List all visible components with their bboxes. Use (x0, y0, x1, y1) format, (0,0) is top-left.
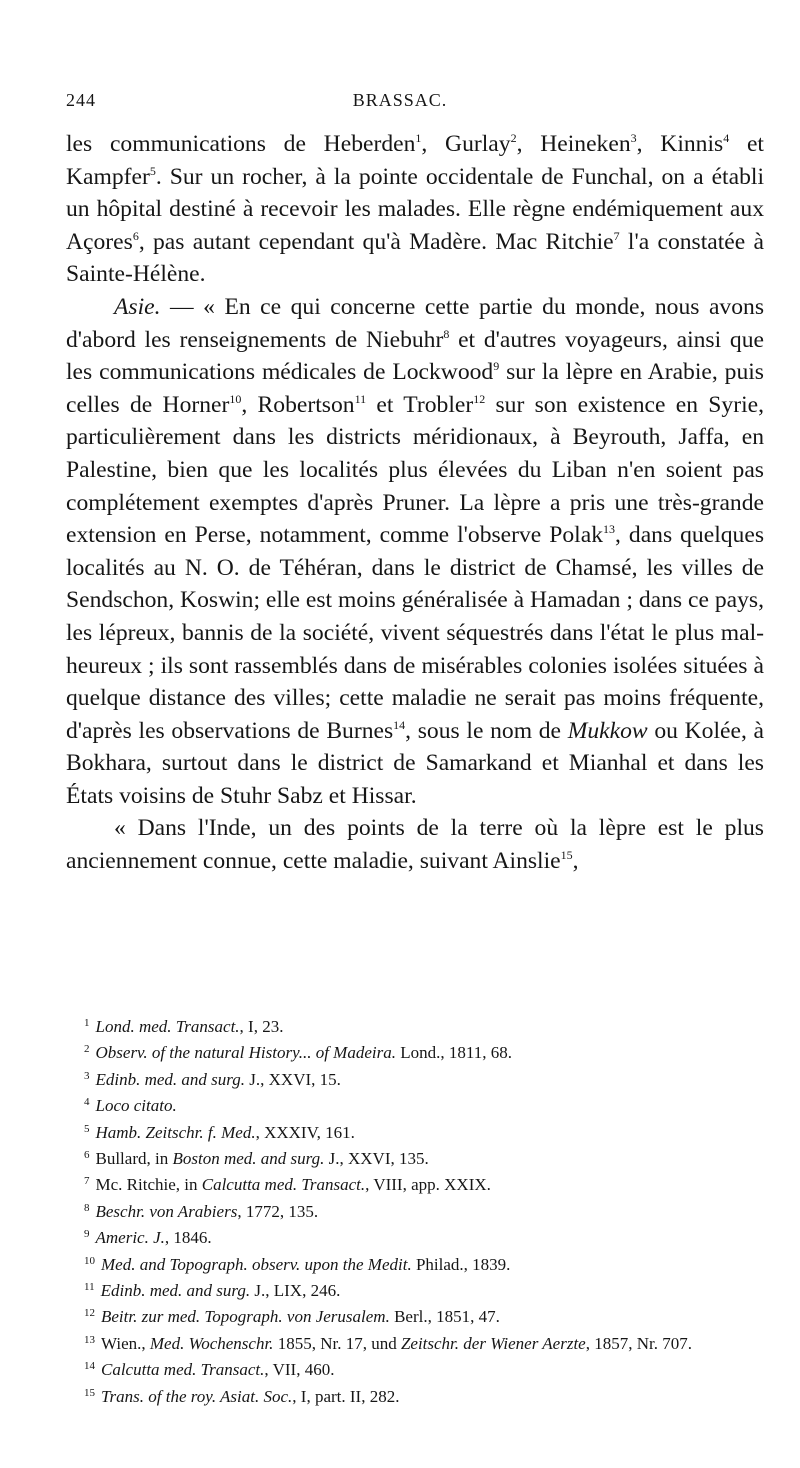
footnote-title: Calcutta med. Transact. (101, 1360, 265, 1380)
footnote-title: Med. and Topograph. observ. upon the Medit. (101, 1254, 412, 1274)
footnote-number: 15 (84, 1386, 95, 1399)
footnote-title: Lond. med. Transact. (95, 1017, 240, 1036)
text-run: , Kinnis (636, 131, 724, 157)
text-run: , pas autant cependant qu'à Madère. Mac Ritchie (138, 228, 614, 255)
text-run: et d'autres voyageurs, ainsi que les communications médicales de Lockwood (66, 326, 764, 386)
footnote (84, 1382, 764, 1408)
footnote-text: , I, part. II, 282. (292, 1386, 400, 1406)
footnote-ref: 13 (603, 522, 616, 537)
running-title: BRASSAC. (352, 90, 448, 110)
text-run: — « En ce qui concerne cette partie du monde, nous avons d'abord les renseignements de Niebuhr (66, 293, 764, 353)
text-run: , Robertson (241, 391, 355, 418)
footnote-ref: 11 (354, 391, 367, 406)
footnote-number: 3 (84, 1069, 90, 1082)
footnote-title: Trans. of the roy. Asiat. Soc. (101, 1386, 293, 1406)
footnote (84, 1012, 764, 1038)
footnote-title: Observ. of the natural History... of Madeira. (95, 1043, 396, 1063)
footnote-number: 6 (84, 1149, 90, 1162)
footnote-number: 12 (84, 1307, 95, 1320)
footnote-title: Beitr. zur med. Topograph. von Jerusalem. (101, 1307, 390, 1327)
footnote-text: Berl., 1851, 47. (389, 1307, 500, 1327)
footnote-text: , VII, 460. (264, 1360, 335, 1380)
footnote-number: 8 (84, 1201, 90, 1214)
footnote-title: Med. Wochenschr. (149, 1333, 274, 1353)
footnote-ref: 7 (613, 228, 620, 243)
footnote (84, 1091, 764, 1117)
footnote-number: 7 (84, 1175, 90, 1188)
footnote-text: , 1772, 135. (237, 1201, 319, 1221)
footnote-number: 9 (84, 1228, 90, 1241)
footnote (84, 1276, 764, 1302)
main-text (66, 128, 764, 878)
footnote-title: Beschr. von Arabiers (95, 1201, 238, 1221)
footnote-ref: 15 (560, 848, 573, 863)
footnote-ref: 9 (493, 359, 500, 374)
footnote-title: Edinb. med. and surg. (100, 1281, 251, 1301)
footnote (84, 1118, 764, 1144)
footnote-number: 14 (84, 1360, 95, 1373)
footnote (84, 1250, 764, 1276)
page-number: 244 (66, 90, 96, 110)
footnote-number: 13 (84, 1333, 95, 1346)
footnote-ref: 12 (473, 391, 486, 406)
footnote-text: J., LIX, 246. (250, 1281, 341, 1301)
footnote-ref: 5 (149, 163, 156, 178)
paragraph-1 (66, 128, 764, 291)
footnote-ref: 2 (510, 131, 517, 145)
footnote-text: , VIII, app. XXIX. (365, 1175, 491, 1195)
text-run: sur la lèpre en Arabie, puis celles de Horner (66, 359, 764, 418)
footnote-text: , 1846. (164, 1228, 212, 1248)
footnote-number: 11 (84, 1281, 95, 1294)
text-run: l'a constatée à Sainte-Hélène. (66, 228, 764, 288)
footnote-ref: 10 (229, 391, 242, 406)
footnote-title: Edinb. med. and surg. (95, 1069, 246, 1089)
text-run: , Gurlay (421, 131, 511, 157)
footnote-text: J., XXVI, 15. (245, 1069, 341, 1089)
footnote (84, 1144, 764, 1170)
text-run: et Kampfer (66, 131, 764, 190)
text-run: « Dans l'Inde, un des points de la terre où la lèpre est le plus anciennement connue, cette maladie, suivant Ainslie (66, 815, 764, 875)
footnote-title-2: Zeitschr. der Wiener Aerzte (400, 1333, 586, 1353)
footnote-number: 10 (84, 1254, 95, 1267)
footnote-ref: 1 (415, 131, 422, 145)
footnote-title: Calcutta med. Transact. (201, 1175, 366, 1195)
paragraph-2 (66, 291, 764, 813)
footnote-text-2: , 1857, Nr. 707. (585, 1333, 692, 1353)
text-run: , dans quelques localités au N. O. de Téhéran, dans le district de Chamsé, les villes de Sendschon, Koswin; elle est moins généralisée à Hamadan ; dans ce pays, les lépreux, bannis de la société, vivent séquestrés dans l'état le plus malheureux ; ils sont rassemblés dans de misérables colonies isolées situées à quelque distance des villes; cette maladie ne serait pas moins fréquente, d'après les observations de Burnes (66, 522, 764, 744)
running-header (66, 88, 734, 118)
footnote-title: Americ. J. (95, 1228, 165, 1248)
footnote-text: 1855, Nr. 17, und (273, 1333, 401, 1353)
footnote-text: , XXXIV, 161. (255, 1122, 355, 1142)
text-run: les communications de Heberden (66, 131, 416, 157)
footnote-author: Bullard, in (95, 1149, 173, 1169)
footnote (84, 1329, 764, 1355)
footnote-number: 5 (84, 1122, 90, 1135)
footnote-ref: 4 (723, 131, 730, 145)
footnote-text: , I, 23. (239, 1017, 284, 1036)
section-label: Asie. (114, 293, 161, 320)
text-run: sur son existence en Syrie, particulièrement dans les districts méridionaux, à Beyrouth, Jaffa, en Palestine, bien que les localités plus élevées du Liban n'en soient pas complétement exemptes d'après Pruner. La lèpre a pris une très-grande extension en Perse, notamment, comme l'observe Polak (66, 391, 764, 549)
footnote-title: Hamb. Zeitschr. f. Med. (95, 1122, 256, 1142)
text-run: et Trobler (366, 391, 474, 418)
footnote-title: Boston med. and surg. (172, 1149, 325, 1169)
footnote-ref: 8 (443, 326, 450, 341)
footnote-text: Lond., 1811, 68. (395, 1043, 512, 1063)
footnote-author: Wien., (101, 1333, 150, 1353)
footnote-number: 4 (84, 1096, 90, 1109)
footnotes (84, 1012, 764, 1408)
text-run: . Sur un rocher, à la pointe occidentale de Funchal, on a établi un hôpital destiné à recevoir les malades. Elle règne endémiquement aux Açores (66, 163, 764, 255)
footnote-number: 1 (84, 1017, 90, 1029)
footnote-text: J., XXVI, 135. (324, 1149, 429, 1169)
footnote (84, 1170, 764, 1196)
footnote-ref: 6 (132, 228, 139, 243)
text-run: , sous le nom de (405, 717, 568, 744)
footnote-author: Mc. Ritchie, in (95, 1175, 202, 1195)
footnote (84, 1302, 764, 1328)
footnote-text: Philad., 1839. (411, 1254, 511, 1274)
footnote-title: Loco citato. (95, 1096, 177, 1116)
text-run: ou Kolée, à Bokhara, surtout dans le district de Samarkand et Mianhal et dans les États voisins de Stuhr Sabz et Hissar. (66, 717, 765, 809)
footnote-ref: 14 (393, 717, 406, 732)
paragraph-3 (66, 812, 764, 877)
footnote-number: 2 (84, 1043, 90, 1056)
italic-term: Mukkow (567, 717, 648, 744)
footnote (84, 1038, 764, 1064)
footnote (84, 1065, 764, 1091)
footnote (84, 1223, 764, 1249)
footnote (84, 1197, 764, 1223)
text-run: , Heineken (516, 131, 631, 157)
footnote (84, 1355, 764, 1381)
footnote-ref: 3 (630, 131, 637, 145)
text-run: , (572, 848, 579, 875)
